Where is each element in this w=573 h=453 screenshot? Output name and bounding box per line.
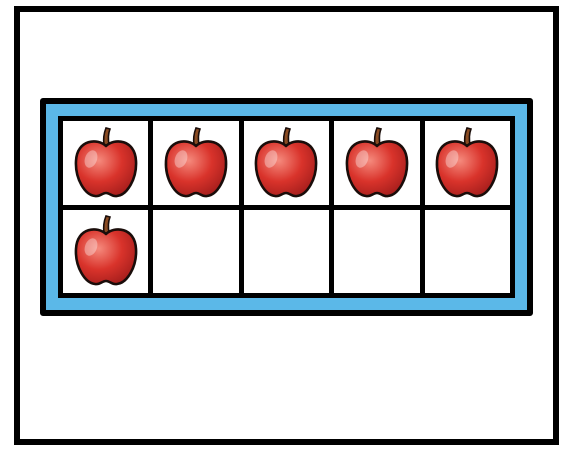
ten-frame-cell	[244, 210, 329, 294]
ten-frame-cell	[334, 210, 419, 294]
apple-icon	[432, 125, 502, 201]
ten-frame-grid	[63, 121, 510, 293]
activity-card	[14, 6, 559, 445]
ten-frame-cell	[63, 210, 148, 294]
ten-frame-grid-border	[58, 116, 515, 298]
apple-body	[256, 141, 316, 196]
ten-frame-cell	[425, 121, 510, 205]
apple-icon	[161, 125, 231, 201]
ten-frame-cell	[63, 121, 148, 205]
apple-icon	[342, 125, 412, 201]
ten-frame-cell	[153, 210, 238, 294]
ten-frame	[40, 98, 533, 316]
apple-icon	[251, 125, 321, 201]
apple-body	[76, 230, 136, 285]
apple-icon	[71, 213, 141, 289]
ten-frame-cell	[425, 210, 510, 294]
ten-frame-cell	[244, 121, 329, 205]
apple-body	[437, 141, 497, 196]
ten-frame-cell	[153, 121, 238, 205]
apple-body	[347, 141, 407, 196]
apple-icon	[71, 125, 141, 201]
ten-frame-cell	[334, 121, 419, 205]
apple-body	[76, 141, 136, 196]
apple-body	[166, 141, 226, 196]
